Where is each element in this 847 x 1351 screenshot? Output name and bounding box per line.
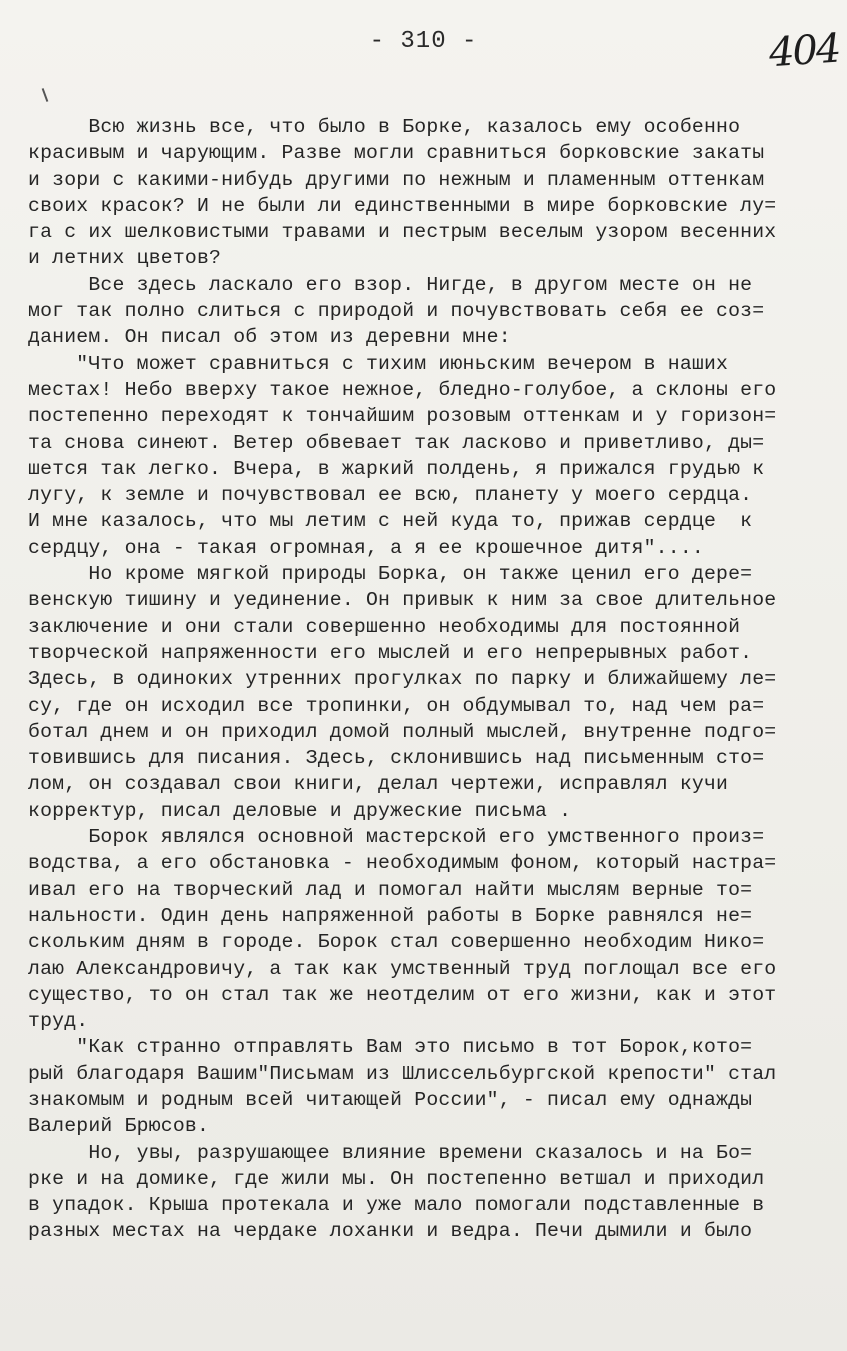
text-line: лом, он создавал свои книги, делал чертежи, исправлял кучи — [28, 773, 729, 796]
text-line: труд. — [28, 1010, 89, 1033]
text-line: красивым и чарующим. Разве могли сравниться борковские закаты — [28, 142, 765, 165]
page-number: - 310 - — [369, 28, 478, 55]
text-line: И мне казалось, что мы летим с ней куда то, прижав сердце к — [28, 510, 753, 533]
text-line: Все здесь ласкало его взор. Нигде, в другом месте он не — [28, 273, 753, 296]
body-text — [28, 114, 847, 1245]
text-line: творческой напряженности его мыслей и его непрерывных работ. — [28, 641, 753, 664]
text-line: Борок являлся основной мастерской его умственного произ= — [28, 826, 765, 849]
text-line: своих красок? И не были ли единственными в мире борковские лу= — [28, 194, 777, 217]
text-line: рке и на домике, где жили мы. Он постепенно ветшал и приходил — [28, 1167, 765, 1190]
text-line: корректур, писал деловые и дружеские письма . — [28, 799, 572, 822]
text-line: нальности. Один день напряженной работы в Борке равнялся не= — [28, 904, 753, 927]
text-line: га с их шелковистыми травами и пестрым веселым узором весенних — [28, 221, 777, 244]
text-line: ивал его на творческий лад и помогал найти мыслям верные то= — [28, 878, 753, 901]
text-line: и летних цветов? — [28, 247, 222, 270]
text-line: лугу, к земле и почувствовал ее всю, планету у моего сердца. — [28, 484, 753, 507]
handwritten-archive-number: 404 — [767, 25, 841, 77]
text-line: знакомым и родным всей читающей России", - писал ему однажды — [28, 1088, 753, 1111]
text-line: Валерий Брюсов. — [28, 1115, 210, 1138]
text-line: скольким дням в городе. Борок стал совершенно необходим Нико= — [28, 931, 765, 954]
text-line: данием. Он писал об этом из деревни мне: — [28, 326, 511, 349]
text-line: постепенно переходят к тончайшим розовым оттенкам и у горизон= — [28, 405, 777, 428]
text-line: мог так полно слиться с природой и почувствовать себя ее соз= — [28, 300, 765, 323]
text-line: су, где он исходил все тропинки, он обдумывал то, над чем ра= — [28, 694, 765, 717]
text-line: разных местах на чердаке лоханки и ведра. Печи дымили и было — [28, 1220, 753, 1243]
text-line: существо, то он стал так же неотделим от его жизни, как и этот — [28, 983, 777, 1006]
text-line: местах! Небо вверху такое нежное, бледно-голубое, а склоны его — [28, 378, 777, 401]
text-line: "Что может сравниться с тихим июньским вечером в наших — [28, 352, 729, 375]
text-line: ботал днем и он приходил домой полный мыслей, внутренне подго= — [28, 720, 777, 743]
text-line: венскую тишину и уединение. Он привык к ним за свое длительное — [28, 589, 777, 612]
text-line: лаю Александровичу, а так как умственный труд поглощал все его — [28, 957, 777, 980]
text-line: водства, а его обстановка - необходимым фоном, который настра= — [28, 852, 777, 875]
text-line: "Как странно отправлять Вам это письмо в тот Борок,кото= — [28, 1036, 753, 1059]
text-line: Здесь, в одиноких утренних прогулках по парку и ближайшему ле= — [28, 668, 777, 691]
text-line: та снова синеют. Ветер обвевает так ласково и приветливо, ды= — [28, 431, 765, 454]
stray-pen-mark — [42, 88, 49, 102]
text-line: Но, увы, разрушающее влияние времени сказалось и на Бо= — [28, 1141, 753, 1164]
text-line: и зори с какими-нибудь другими по нежным и пламенным оттенкам — [28, 168, 765, 191]
text-line: шется так легко. Вчера, в жаркий полдень, я прижался грудью к — [28, 457, 765, 480]
text-line: рый благодаря Вашим"Письмам из Шлиссельбургской крепости" стал — [28, 1062, 777, 1085]
text-line: в упадок. Крыша протекала и уже мало помогали подставленные в — [28, 1194, 765, 1217]
text-line: заключение и они стали совершенно необходимы для постоянной — [28, 615, 741, 638]
text-line: товившись для писания. Здесь, склонившись над письменным сто= — [28, 747, 765, 770]
text-line: сердцу, она - такая огромная, а я ее крошечное дитя".... — [28, 536, 704, 559]
text-line: Всю жизнь все, что было в Борке, казалось ему особенно — [28, 116, 741, 138]
text-line: Но кроме мягкой природы Борка, он также ценил его дере= — [28, 563, 753, 586]
